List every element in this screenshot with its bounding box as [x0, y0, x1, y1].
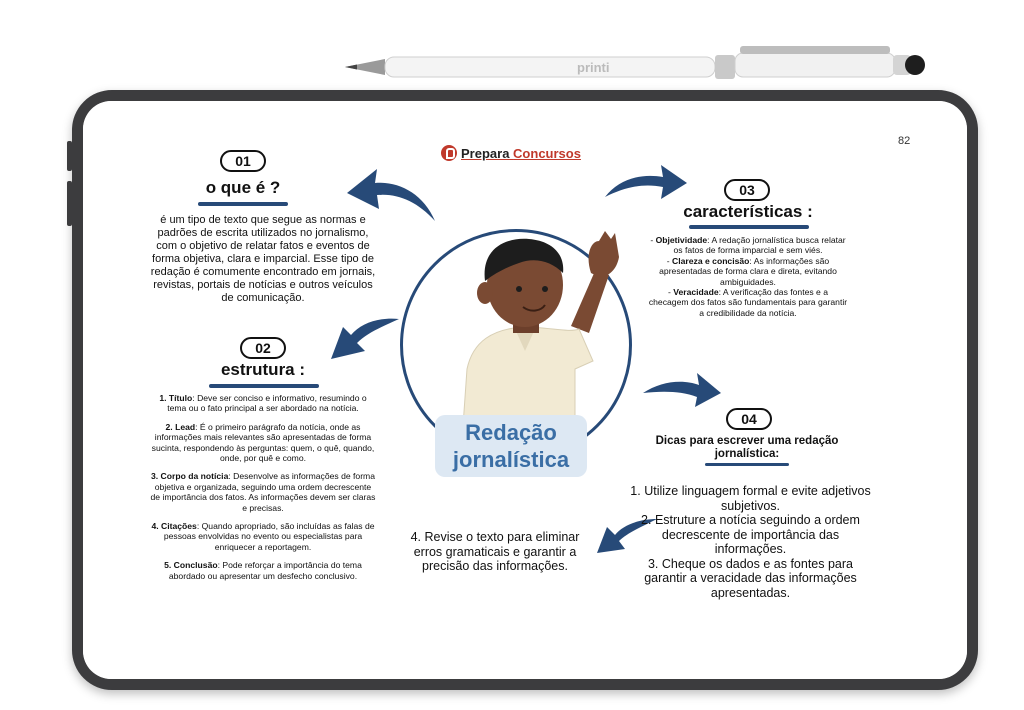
page-number: 82: [898, 135, 911, 147]
boy-illustration: [423, 211, 623, 426]
structure-item-term: 1. Título: [159, 393, 193, 403]
structure-item-term: 3. Corpo da notícia: [151, 471, 229, 482]
structure-item-desc: : Pode reforçar a importância do tema abordado ou apresentar um desfecho conclusivo.: [168, 560, 362, 581]
section2-number-badge: 02: [240, 337, 286, 359]
curved-arrow-icon: [321, 309, 403, 365]
section1-text: é um tipo de texto que segue as normas e padrões de escrita utilizados no jornalismo, com o objetivo de relatar fatos e eventos de forma objetiva, clara e imparcial. Esse tipo de redação é comumente encontrado em jornais, revistas, portais de notícias e outros veículos de comunicação.: [150, 214, 376, 304]
characteristic-desc: : A verificação das fontes e a checagem dos fatos são fundamentais para garantir a credibilidade da notícia.: [648, 287, 848, 318]
section3-number-badge: 03: [724, 179, 770, 201]
section2-list: [149, 393, 377, 589]
stylus-pen-illustration: [345, 42, 925, 82]
center-title-card: [435, 415, 587, 477]
section1-number-badge: 01: [220, 150, 266, 172]
center-title-line2: jornalística: [452, 447, 570, 472]
structure-item: [149, 393, 377, 414]
tablet-button: [67, 181, 72, 226]
section2-heading: estrutura :: [220, 360, 306, 379]
characteristic-item: - Clareza e concisão: As informações são apresentadas de forma clara e direta, evitando ambiguidades.: [659, 255, 837, 287]
structure-item-desc: : Quando apropriado, são incluídas as falas de pessoas envolvidas no evento ou especialistas para enriquecer a reportagem.: [163, 521, 375, 552]
section4-tip4: 4. Revise o texto para eliminar erros gramaticais e garantir a precisão das informações.: [410, 530, 580, 573]
structure-item-desc: : Deve ser conciso e informativo, resumindo o tema ou o fato principal a ser abordado na notícia.: [167, 393, 367, 414]
section3-heading: características :: [683, 202, 813, 221]
section2-underline: [209, 384, 319, 388]
section4-heading: Dicas para escrever uma redação jornalística:: [655, 435, 839, 460]
structure-item-desc: : É o primeiro parágrafo da notícia, onde as informações mais relevantes são apresentadas de forma sucinta, respondendo às perguntas: quem, o quê, quando, onde, por quê e como.: [151, 421, 375, 464]
tablet-frame: [72, 90, 978, 690]
structure-item-term: 2. Lead: [165, 421, 196, 432]
brand-header: [441, 145, 581, 161]
brand-logo-icon: [441, 145, 457, 161]
structure-item: [149, 471, 377, 513]
section4-tips: 1. Utilize linguagem formal e evite adjetivos subjetivos. 2. Estruture a notícia seguindo a ordem decrescente de importância das informações. 3. Cheque os dados e as fontes para garantir a veracidade das informações apresentadas.: [630, 484, 871, 600]
tablet-screen: [83, 101, 967, 679]
structure-item-desc: : Desenvolve as informações de forma objetiva e organizada, seguindo uma ordem decrescente de importância dos fatos. As informações devem ser claras e precisas.: [150, 471, 376, 513]
characteristic-desc: : A redação jornalística busca relatar os fatos de forma imparcial e sem viés.: [673, 235, 846, 256]
curved-arrow-icon: [639, 371, 723, 411]
section4-number-badge: 04: [726, 408, 772, 430]
section3-underline: [689, 225, 809, 229]
brand-name-part1: Prepara: [461, 145, 514, 161]
characteristic-item: - Objetividade: A redação jornalística busca relatar os fatos de forma imparcial e sem viés.: [650, 235, 846, 256]
center-title-line1: Redação: [465, 420, 557, 445]
section1-underline: [198, 202, 288, 206]
section1-heading: o que é ?: [205, 178, 281, 197]
tablet-button: [67, 141, 72, 171]
brand-name-part2: Concursos: [513, 145, 581, 161]
characteristic-term: Objetividade: [655, 235, 708, 245]
characteristic-item: - Veracidade: A verificação das fontes e a checagem dos fatos são fundamentais para garantir a credibilidade da notícia.: [648, 287, 848, 318]
structure-item: [149, 521, 377, 552]
structure-item-term: 5. Conclusão: [164, 560, 218, 571]
characteristic-term: Clareza e concisão: [672, 255, 750, 266]
section3-list: [648, 235, 848, 318]
curved-arrow-icon: [601, 163, 691, 203]
structure-item-term: 4. Citações: [151, 521, 197, 532]
pen-brand-text: printi: [577, 60, 610, 75]
section4-underline: [705, 463, 789, 466]
structure-item: [149, 422, 377, 464]
characteristic-desc: : As informações são apresentadas de forma clara e direta, evitando ambiguidades.: [659, 255, 837, 287]
characteristic-term: Veracidade: [673, 287, 719, 298]
structure-item: [149, 560, 377, 581]
